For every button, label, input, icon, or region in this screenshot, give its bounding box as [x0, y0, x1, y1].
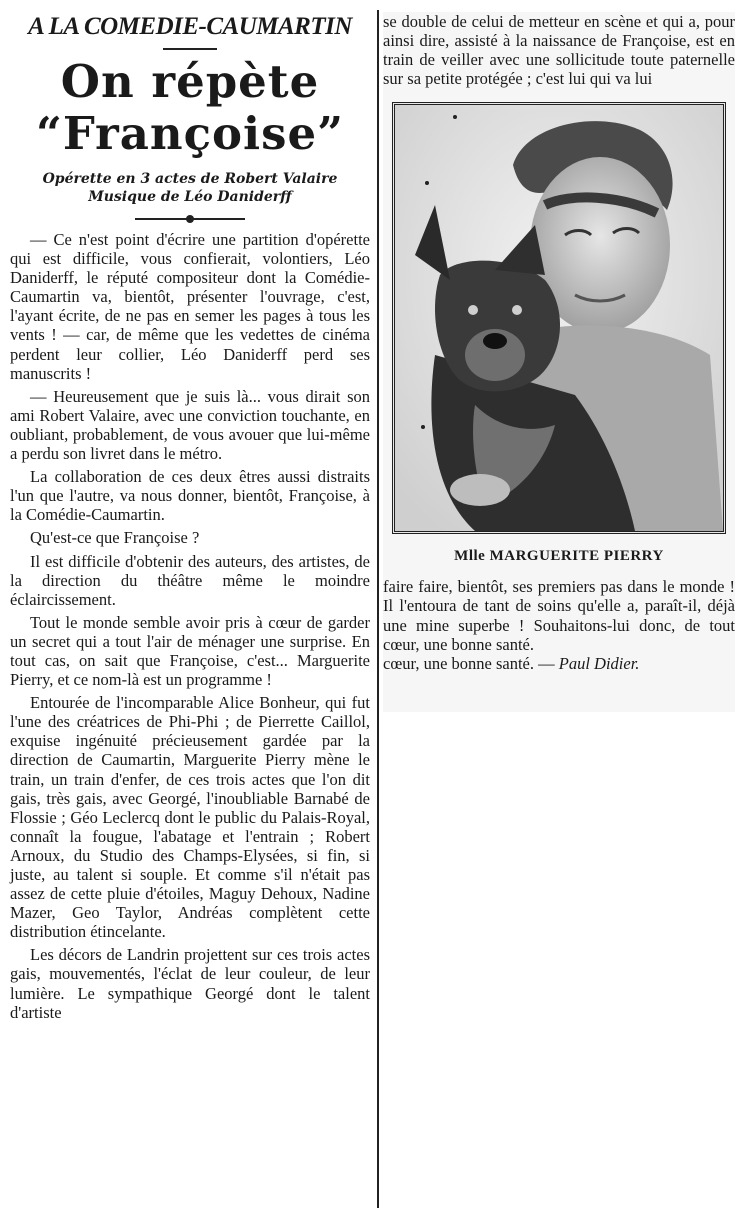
- right-final-line: cœur, une bonne santé. —: [383, 653, 559, 673]
- paragraph-4: Qu'est-ce que Françoise ?: [30, 528, 200, 548]
- headline-line-1: On répète: [60, 55, 320, 108]
- portrait-photo: [392, 102, 726, 534]
- subtitle-line-1: Opérette en 3 actes de Robert Valaire: [42, 171, 338, 187]
- headline-line-2: “Françoise”: [36, 107, 344, 160]
- right-continued-text: [383, 12, 735, 88]
- right-continued-text-bottom: [383, 577, 735, 672]
- paragraph-3: La collaboration de ces deux êtres aussi distraits l'un que l'autre, va nous donner, bientôt, Françoise, à la Comédie-Caumartin.: [10, 467, 370, 525]
- right-paragraph-top: se double de celui de metteur en scène et qui a, pour ainsi dire, assisté à la naissance de Françoise, est en train de veiller avec une sollicitude toute paternelle sur sa petite protégée ; c'est lui qui va lui: [383, 12, 735, 89]
- right-paragraph-bottom: faire faire, bientôt, ses premiers pas dans le monde ! Il l'entoura de tant de soins qu'elle a, paraît-il, déjà une mine superbe ! Souhaitons-lui donc, de tout cœur, une bonne santé.: [383, 577, 735, 654]
- ornament-dot: [186, 215, 194, 223]
- paragraph-5: Il est difficile d'obtenir des auteurs, des artistes, de la direction du théâtre même le moindre éclaircissement.: [10, 551, 370, 609]
- paragraph-2: — Heureusement que je suis là... vous dirait son ami Robert Valaire, avec une conviction touchante, en oubliant, probablement, de vous avouer que lui-même a perdu son livret dans le métro.: [10, 386, 370, 464]
- kicker: A LA COMEDIE-CAUMARTIN: [28, 13, 352, 40]
- left-column: [10, 12, 370, 1207]
- paragraph-7: Entourée de l'incomparable Alice Bonheur, qui fut l'une des créatrices de Phi-Phi ; de Pierrette Caillol, exquise ingénuité précieusement gardée par la direction de Caumartin, Marguerite Pierry mène le train, un train d'enfer, de ces trois actes que l'on dit gais, très gais, avec Georgé, l'inoubliable Barnabé de Flossie ; Géo Leclercq dont le public du Palais-Royal, connaît la fougue, l'abatage et l'entrain ; Robert Arnoux, du Studio des Champs-Elysées, si fin, si juste, au talent si souple. Et comme s'il n'était pas assez de cette pluie d'étoiles, Maguy Dehoux, Nadine Mazer, Geo Taylor, Andréas complètent cette distribution étincelante.: [10, 693, 370, 942]
- headline: [10, 56, 370, 160]
- photo-caption: Mlle MARGUERITE PIERRY: [454, 548, 664, 565]
- ornament-rule: [135, 218, 245, 220]
- article-body: [10, 230, 370, 1022]
- right-column: [383, 12, 735, 712]
- kicker-rule: [163, 48, 217, 50]
- column-divider: [377, 10, 379, 1208]
- paragraph-6: Tout le monde semble avoir pris à cœur de garder un secret qui a tout l'air de ménager une surprise. En tout cas, on sait que Françoise, c'est... Marguerite Pierry, et ce nom-là est un programme !: [10, 612, 370, 690]
- right-paragraph-end: [383, 654, 735, 673]
- subtitle: [10, 170, 370, 206]
- paragraph-8: Les décors de Landrin projettent sur ces trois actes gais, mouvementés, l'éclat de leur couleur, de leur lumière. Le sympathique Georgé dont le talent d'artiste: [10, 945, 370, 1022]
- author-signature: Paul Didier.: [558, 653, 640, 673]
- photo-woman-with-dog: [395, 105, 723, 531]
- subtitle-line-2: Musique de Léo Daniderff: [88, 189, 292, 205]
- paragraph-1: — Ce n'est point d'écrire une partition d'opérette qui est difficile, vous confierait, volontiers, Léo Daniderff, le réputé compositeur dont la Comédie-Caumartin va, bientôt, présenter l'ouvrage, c'est, l'ayant écrite, de ne pas en semer les pages à tous les vents ! — car, de même que les vedettes de cinéma perdent leur collier, Léo Daniderff perd ses manuscrits !: [10, 230, 370, 383]
